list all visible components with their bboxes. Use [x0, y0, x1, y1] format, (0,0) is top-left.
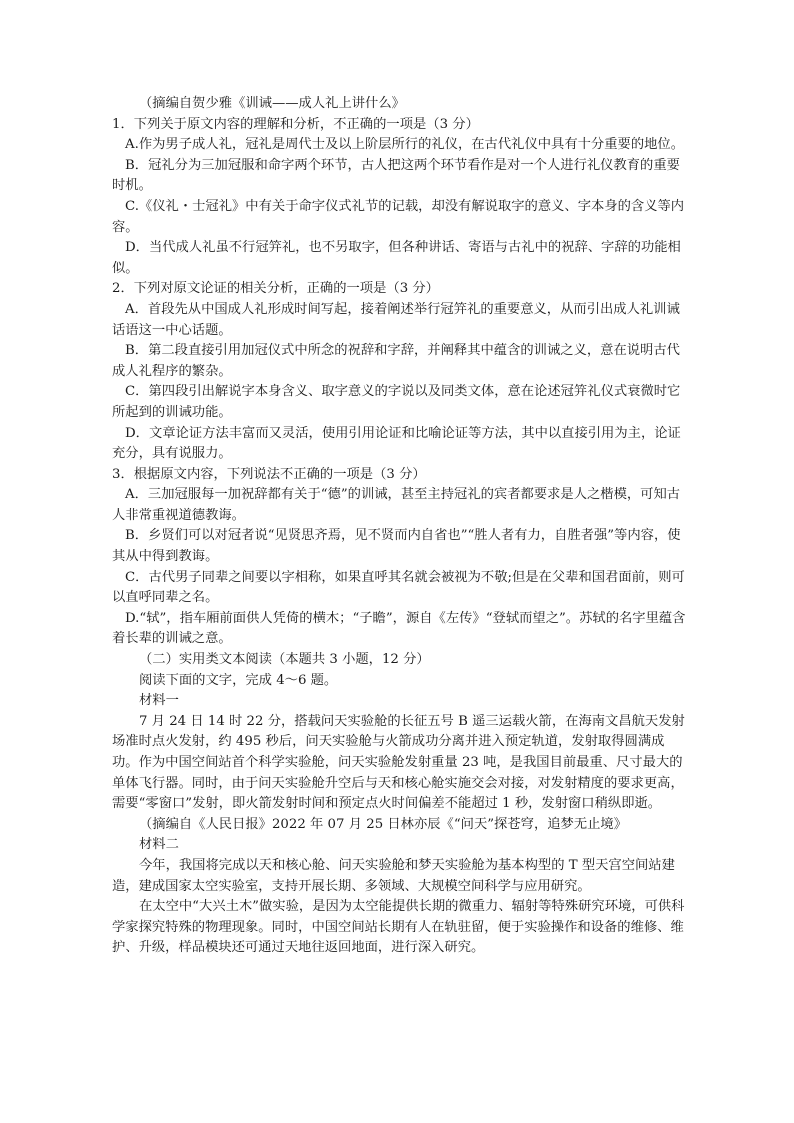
question-1-option-d: D．当代成人礼虽不行冠笄礼，也不另取字，但各种讲话、寄语与古礼中的祝辞、字辞的功能相似。: [112, 240, 681, 276]
question-2-option-b: B．第二段直接引用加冠仪式中所念的祝辞和字辞，并阐释其中蕴含的训诫之义，意在说明古代成人礼程序的繁杂。: [112, 343, 680, 379]
material-1-paragraph: 7 月 24 日 14 时 22 分，搭载问天实验舱的长征五号 B 遥三运载火箭，在海南文昌航天发射场准时点火发射，约 495 秒后，问天实验舱与火箭成功分离并进入预定轨道，发射取得圆满成功。作为中国空间站首个科学实验舱，问天实验舱发射重量 23 吨，是我国目前最重、尺寸最大的单体飞行器。同时，由于问天实验舱升空后与天和核心舱实施交会对接，对发射精度的要求更高，需要“零窗口”发射，即火箭发射时间和预定点火时间偏差不能超过 1 秒，发射窗口稍纵即逝。: [112, 713, 685, 812]
question-2-option-d: D．文章论证方法丰富而又灵活，使用引用论证和比喻论证等方法，其中以直接引用为主，论证充分，具有说服力。: [112, 425, 681, 462]
document-page: [112, 94, 687, 959]
question-3-option-d: D.“轼”，指车厢前面供人凭倚的横木；“子瞻”，源自《左传》“登轼而望之”。苏轼的名字里蕴含着长辈的训诫之意。: [112, 610, 686, 647]
question-3-option-b: B．乡贤们可以对冠者说“见贤思齐焉，见不贤而内自省也”“胜人者有力，自胜者强”等内容，使其从中得到教诲。: [112, 528, 681, 565]
question-1-option-a: A.作为男子成人礼，冠礼是周代士及以上阶层所行的礼仪，在古代礼仪中具有十分重要的地位。: [125, 137, 684, 153]
question-2-option-a: A．首段先从中国成人礼形成时间写起，接着阐述举行冠笄礼的重要意义，从而引出成人礼训诫话语这一中心话题。: [112, 301, 680, 338]
section-instruction: 阅读下面的文字，完成 4～6 题。: [139, 672, 338, 688]
material-2-paragraph-2: 在太空中“大兴土木”做实验，是因为太空能提供长期的微重力、辐射等特殊研究环境，可供科学家探究特殊的物理现象。同时，中国空间站长期有人在轨驻留，便于实验操作和设备的维修、维护、升级，样品模块还可通过天地往返回地面，进行深入研究。: [112, 899, 685, 956]
question-2-stem: 2．下列对原文论证的相关分析，正确的一项是（3 分）: [112, 281, 439, 297]
question-1-stem: 1．下列关于原文内容的理解和分析，不正确的一项是（3 分）: [112, 116, 479, 132]
material-1-source: （摘编自《人民日报》2022 年 07 月 25 日林亦辰《“问天”探苍穹，追梦无止境》: [139, 816, 628, 832]
question-2-option-c: C．第四段引出解说字本身含义、取字意义的字说以及同类文体，意在论述冠笄礼仪式衰微时它所起到的训诫功能。: [112, 384, 681, 420]
question-1-option-b: B．冠礼分为三加冠服和命字两个环节，古人把这两个环节看作是对一个人进行礼仪教育的重要时机。: [112, 157, 680, 194]
question-3-option-c: C．古代男子同辈之间要以字相称，如果直呼其名就会被视为不敬;但是在父辈和国君面前，则可以直呼同辈之名。: [112, 569, 685, 606]
question-3-stem: 3．根据原文内容，下列说法不正确的一项是（3 分）: [112, 466, 426, 482]
question-1-option-c: C.《仪礼・士冠礼》中有关于命字仪式礼节的记载，却没有解说取字的意义、字本身的含义等内容。: [112, 198, 685, 235]
source-citation: （摘编自贺少雅《训诫——成人礼上讲什么》: [139, 96, 405, 111]
question-3-option-a: A．三加冠服每一加祝辞都有关于“德”的训诫，甚至主持冠礼的宾者都要求是人之楷模，可知古人非常重视道德教诲。: [112, 487, 681, 523]
material-2-paragraph-1: 今年，我国将完成以天和核心舱、问天实验舱和梦天实验舱为基本构型的 T 型天宫空间站建造，建成国家太空实验室，支持开展长期、多领域、大规模空间科学与应用研究。: [112, 857, 675, 894]
material-1-title: 材料一: [139, 693, 179, 709]
section-heading: （二）实用类文本阅读（本题共 3 小题，12 分）: [139, 652, 430, 668]
material-2-title: 材料二: [139, 837, 179, 853]
